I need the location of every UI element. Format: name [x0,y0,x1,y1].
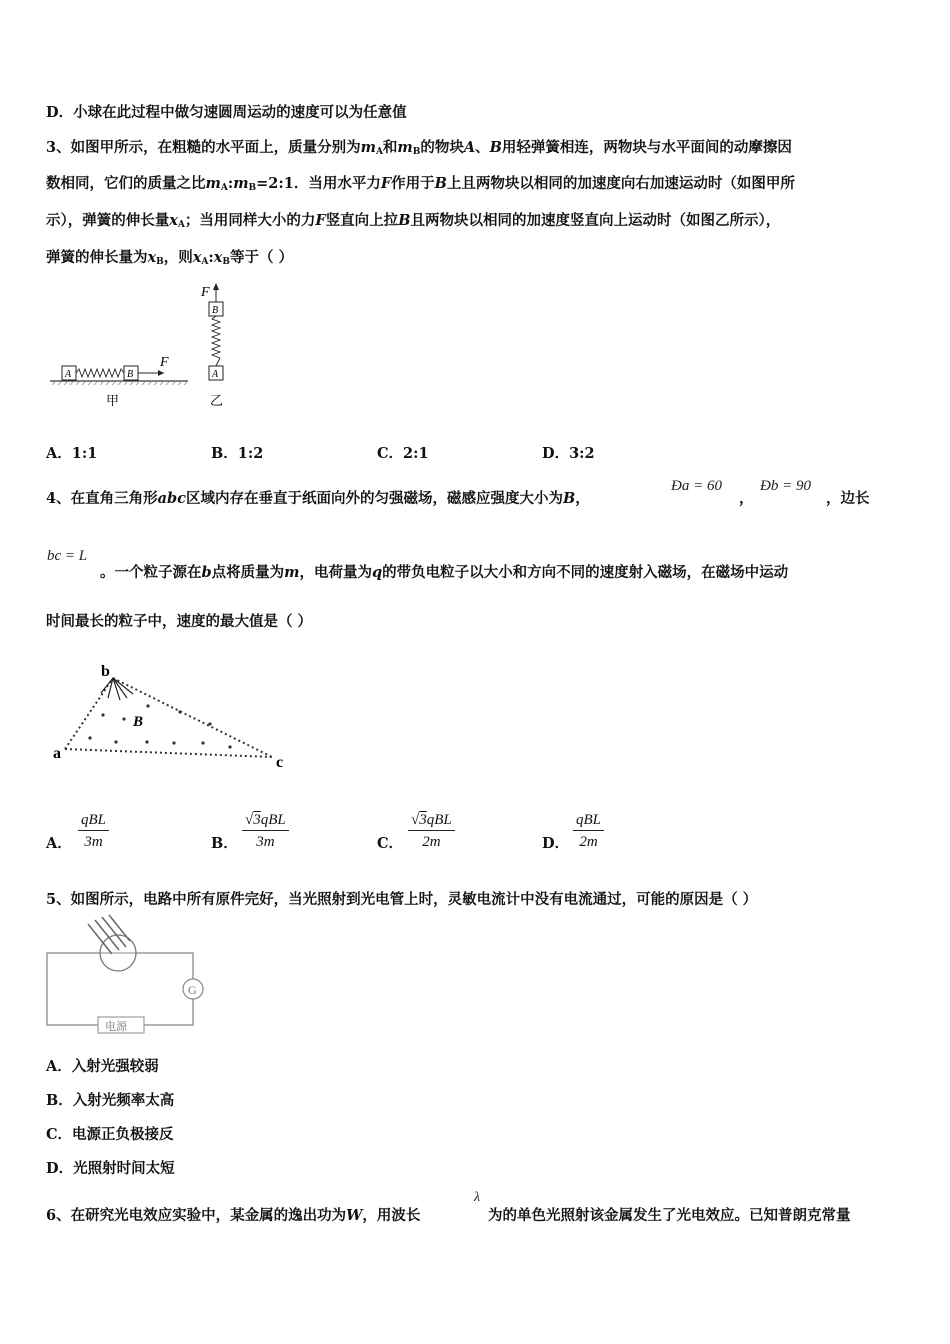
field-b-label: B [133,714,144,730]
angle-b-equation: Ðb = 90 [760,478,811,494]
q5-option-a[interactable]: A．入射光强较弱 [46,1058,159,1075]
q3-option-a[interactable]: A．1:1 [46,445,98,462]
q4-line-1: 4、在直角三角形abc区域内存在垂直于纸面向外的匀强磁场，磁感应强度大小为B， [46,490,590,507]
lambda-symbol: λ [474,1190,481,1205]
angle-a-equation: Ða = 60 [671,478,722,494]
block-b-label: B [127,369,134,380]
q4-option-d[interactable]: D． [542,835,570,852]
q3-line-4: 弹簧的伸长量为$x_B$，则$x_A:x_B$等于（ ） [46,249,294,267]
q3-line-1: 3、如图甲所示，在粗糙的水平面上，质量分别为$m_A$和$m_B$的物块A、B用轻弹簧相连，两物块与水平面间的动摩擦因 [46,139,792,157]
q4-comma: ， [739,490,754,507]
q4-option-b-fraction: √3qBL 3m [242,810,289,853]
q3-line-3: 示），弹簧的伸长量$x_A$；当用同样大小的力F竖直向上拉B且两物块以相同的加速度竖直向上运动时（如图乙所示）， [46,212,781,230]
force-label-jia: F [160,355,169,370]
q5-option-d[interactable]: D．光照射时间太短 [46,1160,175,1177]
q5-option-c[interactable]: C．电源正负极接反 [46,1126,174,1143]
vertex-b-label: b [101,663,110,680]
q4-line-2: 。一个粒子源在b点将质量为m，电荷量为q的带负电粒子以大小和方向不同的速度射入磁场，在磁场中运动 [100,564,789,581]
block-b-v-label: B [212,305,219,316]
q3-option-c[interactable]: C．2:1 [377,445,429,462]
yi-label: 乙 [210,393,224,408]
side-bc-equation: bc = L [47,548,88,564]
q4-side-length: ，边长 [826,490,870,507]
q5-option-b[interactable]: B．入射光频率太高 [46,1092,175,1109]
q4-option-a[interactable]: A． [46,835,72,852]
q4-option-a-fraction: qBL 3m [78,810,109,853]
q4-option-d-fraction: qBL 2m [573,810,604,853]
q3-option-d[interactable]: D．3:2 [542,445,595,462]
block-a-v-label: A [212,369,219,380]
q3-option-b[interactable]: B．1:2 [211,445,264,462]
q3-line-2: 数相同，它们的质量之比$m_A:m_B=2:1$．当用水平力F作用于B上且两物块以相同的加速度向右加速运动时（如图甲所 [46,175,795,193]
power-source-label: 电源 [105,1021,127,1033]
vertex-a-label: a [53,745,61,762]
jia-label: 甲 [106,393,120,408]
q2-option-d: D．小球在此过程中做匀速圆周运动的速度可以为任意值 [46,104,407,121]
q6-stem-part1: 6、在研究光电效应实验中，某金属的逸出功为W，用波长 [46,1207,421,1224]
force-label-yi: F [201,285,210,300]
q4-line-3: 时间最长的粒子中，速度的最大值是（ ） [46,613,313,630]
block-a-label: A [65,369,72,380]
q4-option-b[interactable]: B． [211,835,238,852]
q4-option-c-fraction: √3qBL 2m [408,810,455,853]
q6-stem-part2: 为的单色光照射该金属发生了光电效应。已知普朗克常量 [488,1207,851,1224]
vertex-c-label: c [276,754,284,771]
q5-stem: 5、如图所示，电路中所有原件完好，当光照射到光电管上时，灵敏电流计中没有电流通过，可能的原因是（ ） [46,891,758,908]
galvanometer-label: G [188,983,197,997]
q4-option-c[interactable]: C． [377,835,404,852]
